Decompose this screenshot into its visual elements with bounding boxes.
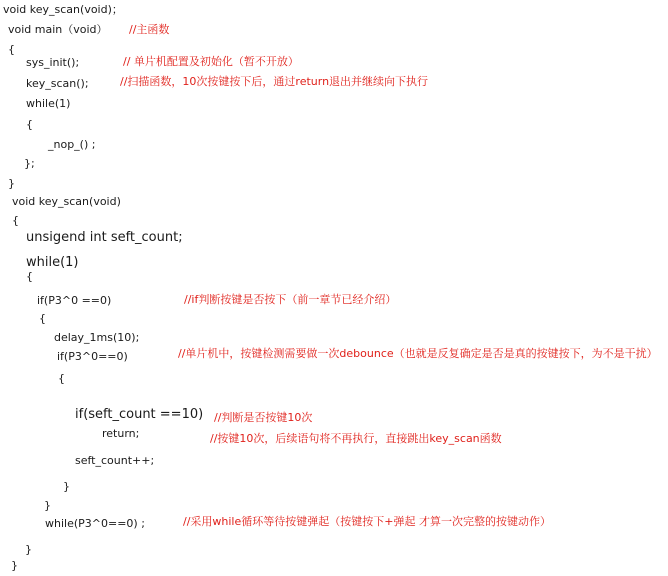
code-line-nop: _nop_() ; xyxy=(48,138,96,151)
code-line-declaration: unsigend int seft_count; xyxy=(26,230,183,245)
code-line-return: return; xyxy=(102,427,140,440)
code-line-while-1: while(1) xyxy=(26,97,71,110)
code-line-key-scan-signature: void key_scan(void) xyxy=(12,195,121,208)
code-line-prototype: void key_scan(void)； xyxy=(3,3,123,16)
comment-while-wait: //采用while循环等待按键弹起（按键按下+弹起 才算一次完整的按键动作） xyxy=(183,515,551,528)
code-line-main-signature: void main（void） xyxy=(8,23,108,36)
comment-sys-init: // 单片机配置及初始化（暂不开放） xyxy=(123,55,299,68)
code-line-inner-open-brace: { xyxy=(26,270,33,283)
code-line-delay: delay_1ms(10); xyxy=(54,331,140,344)
code-line-key-scan-open-brace: { xyxy=(12,214,19,227)
code-line-debounce-open-brace: { xyxy=(58,372,65,385)
code-line-main-close-brace: } xyxy=(8,177,15,190)
code-line-key-scan-close-brace: } xyxy=(11,559,18,572)
code-line-if-count: if(seft_count ==10) xyxy=(75,407,204,422)
comment-main: //主函数 xyxy=(129,23,170,36)
comment-return: //按键10次，后续语句将不再执行，直接跳出key_scan函数 xyxy=(210,432,502,445)
code-line-inner-close-brace: } xyxy=(25,543,32,556)
code-line-while-1-inner: while(1) xyxy=(26,255,79,270)
comment-if-debounce: //单片机中，按键检测需要做一次debounce（也就是反复确定是否是真的按键按下，为不是干扰） xyxy=(178,347,658,360)
code-line-if-debounce: if(P3^0==0) xyxy=(57,350,128,363)
code-line-increment: seft_count++; xyxy=(75,454,155,467)
code-line-if-open-brace: { xyxy=(39,312,46,325)
code-line-main-open-brace: { xyxy=(8,43,15,56)
code-line-key-scan-call: key_scan(); xyxy=(26,77,89,90)
code-line-debounce-close-brace: } xyxy=(63,480,70,493)
code-line-sys-init: sys_init(); xyxy=(26,56,80,69)
code-line-if-close-brace: } xyxy=(44,499,51,512)
comment-key-scan-call: //扫描函数，10次按键按下后，通过return退出并继续向下执行 xyxy=(120,75,429,88)
comment-if-count: //判断是否按键10次 xyxy=(214,411,313,424)
code-line-while-open-brace: { xyxy=(26,118,33,131)
code-line-while-close-brace: }; xyxy=(24,157,35,170)
comment-if-key-pressed: //if判断按键是否按下（前一章节已经介绍） xyxy=(184,293,397,306)
code-line-while-wait: while(P3^0==0) ; xyxy=(45,517,145,530)
code-line-if-key-pressed: if(P3^0 ==0) xyxy=(37,294,112,307)
